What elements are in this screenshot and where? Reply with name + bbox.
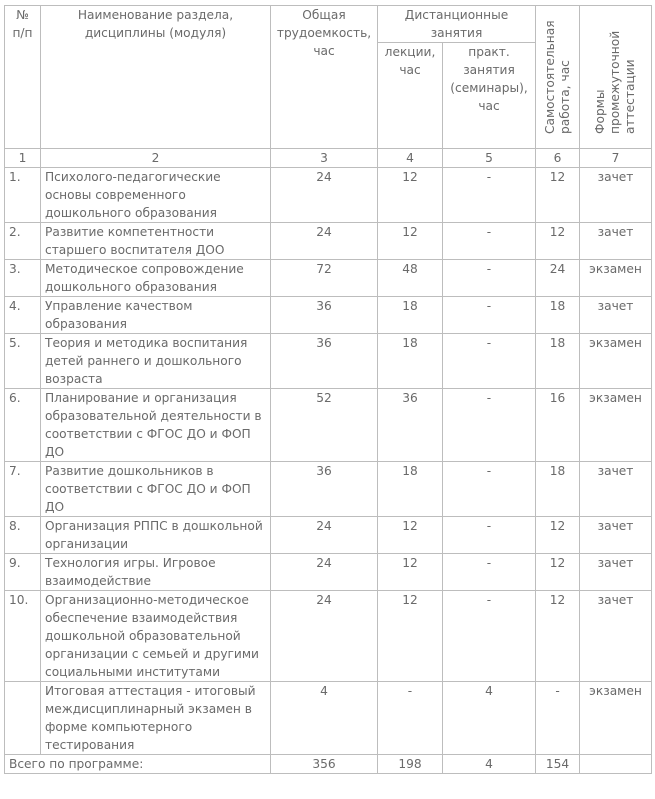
table-row xyxy=(5,260,652,297)
table-row xyxy=(5,462,652,517)
header-name: Наименование раздела, дисциплины (модуля) xyxy=(41,6,271,149)
column-number: 5 xyxy=(443,149,536,168)
row-number: 9. xyxy=(5,554,41,591)
totals-self-work-hours: 154 xyxy=(536,755,580,774)
self-work-hours: 18 xyxy=(536,462,580,517)
practice-hours: - xyxy=(443,334,536,389)
header-attestation xyxy=(580,6,652,149)
practice-hours: 4 xyxy=(443,682,536,755)
row-number: 1. xyxy=(5,168,41,223)
attestation-form: экзамен xyxy=(580,389,652,462)
attestation-form: зачет xyxy=(580,591,652,682)
row-number xyxy=(5,682,41,755)
header-attestation-text: Формы промежуточной аттестации xyxy=(593,30,638,134)
practice-hours: - xyxy=(443,389,536,462)
lecture-hours: 18 xyxy=(378,297,443,334)
total-hours: 52 xyxy=(271,389,378,462)
discipline-name: Организационно-методическое обеспечение взаимодействия дошкольной образовательной организации с семьей и другими социальными институтами xyxy=(41,591,271,682)
table-row xyxy=(5,554,652,591)
total-hours: 36 xyxy=(271,297,378,334)
total-hours: 24 xyxy=(271,591,378,682)
lecture-hours: 12 xyxy=(378,554,443,591)
totals-total-hours: 356 xyxy=(271,755,378,774)
self-work-hours: - xyxy=(536,682,580,755)
discipline-name: Психолого-педагогические основы современного дошкольного образования xyxy=(41,168,271,223)
lecture-hours: 12 xyxy=(378,168,443,223)
totals-attestation-form xyxy=(580,755,652,774)
table-row xyxy=(5,334,652,389)
practice-hours: - xyxy=(443,297,536,334)
discipline-name: Методическое сопровождение дошкольного образования xyxy=(41,260,271,297)
discipline-name: Развитие компетентности старшего воспитателя ДОО xyxy=(41,223,271,260)
discipline-name: Теория и методика воспитания детей раннего и дошкольного возраста xyxy=(41,334,271,389)
lecture-hours: 18 xyxy=(378,462,443,517)
table-row xyxy=(5,297,652,334)
header-num: № п/п xyxy=(5,6,41,149)
column-number: 7 xyxy=(580,149,652,168)
totals-label: Всего по программе: xyxy=(5,755,271,774)
lecture-hours: 48 xyxy=(378,260,443,297)
lecture-hours: 36 xyxy=(378,389,443,462)
row-number: 5. xyxy=(5,334,41,389)
attestation-form: зачет xyxy=(580,223,652,260)
table-row xyxy=(5,591,652,682)
table-row xyxy=(5,389,652,462)
attestation-form: зачет xyxy=(580,168,652,223)
discipline-name: Итоговая аттестация - итоговый междисциплинарный экзамен в форме компьютерного тестирования xyxy=(41,682,271,755)
curriculum-table xyxy=(4,5,652,774)
attestation-form: экзамен xyxy=(580,260,652,297)
discipline-name: Планирование и организация образовательной деятельности в соответствии с ФГОС ДО и ФОП ДО xyxy=(41,389,271,462)
attestation-form: зачет xyxy=(580,462,652,517)
discipline-name: Управление качеством образования xyxy=(41,297,271,334)
header-total-hours: Общая трудоемкость, час xyxy=(271,6,378,149)
row-number: 2. xyxy=(5,223,41,260)
practice-hours: - xyxy=(443,223,536,260)
attestation-form: зачет xyxy=(580,517,652,554)
table-row xyxy=(5,517,652,554)
discipline-name: Развитие дошкольников в соответствии с ФГОС ДО и ФОП ДО xyxy=(41,462,271,517)
row-number: 7. xyxy=(5,462,41,517)
total-hours: 72 xyxy=(271,260,378,297)
attestation-form: экзамен xyxy=(580,682,652,755)
self-work-hours: 12 xyxy=(536,168,580,223)
practice-hours: - xyxy=(443,260,536,297)
row-number: 4. xyxy=(5,297,41,334)
column-number: 2 xyxy=(41,149,271,168)
totals-practice-hours: 4 xyxy=(443,755,536,774)
column-number-row xyxy=(5,149,652,168)
column-number: 3 xyxy=(271,149,378,168)
table-row xyxy=(5,223,652,260)
practice-hours: - xyxy=(443,462,536,517)
column-number: 6 xyxy=(536,149,580,168)
self-work-hours: 18 xyxy=(536,334,580,389)
lecture-hours: 12 xyxy=(378,591,443,682)
practice-hours: - xyxy=(443,591,536,682)
column-number: 1 xyxy=(5,149,41,168)
row-number: 3. xyxy=(5,260,41,297)
header-self-work-text: Самостоятельная работа, час xyxy=(542,20,572,134)
row-number: 8. xyxy=(5,517,41,554)
row-number: 6. xyxy=(5,389,41,462)
total-hours: 4 xyxy=(271,682,378,755)
lecture-hours: 18 xyxy=(378,334,443,389)
totals-row xyxy=(5,755,652,774)
attestation-form: зачет xyxy=(580,554,652,591)
column-number: 4 xyxy=(378,149,443,168)
practice-hours: - xyxy=(443,554,536,591)
self-work-hours: 12 xyxy=(536,554,580,591)
total-hours: 24 xyxy=(271,517,378,554)
header-self-work xyxy=(536,6,580,149)
header-lectures: лекции, час xyxy=(378,43,443,149)
discipline-name: Организация РППС в дошкольной организации xyxy=(41,517,271,554)
attestation-form: экзамен xyxy=(580,334,652,389)
totals-lecture-hours: 198 xyxy=(378,755,443,774)
total-hours: 24 xyxy=(271,223,378,260)
table-row xyxy=(5,168,652,223)
self-work-hours: 16 xyxy=(536,389,580,462)
table-header xyxy=(5,6,652,168)
self-work-hours: 12 xyxy=(536,223,580,260)
practice-hours: - xyxy=(443,517,536,554)
total-hours: 24 xyxy=(271,554,378,591)
header-practice: практ. занятия (семинары), час xyxy=(443,43,536,149)
lecture-hours: 12 xyxy=(378,517,443,554)
self-work-hours: 24 xyxy=(536,260,580,297)
practice-hours: - xyxy=(443,168,536,223)
total-hours: 24 xyxy=(271,168,378,223)
self-work-hours: 12 xyxy=(536,517,580,554)
header-distance-classes: Дистанционные занятия xyxy=(378,6,536,43)
self-work-hours: 12 xyxy=(536,591,580,682)
self-work-hours: 18 xyxy=(536,297,580,334)
lecture-hours: - xyxy=(378,682,443,755)
total-hours: 36 xyxy=(271,334,378,389)
table-row xyxy=(5,682,652,755)
lecture-hours: 12 xyxy=(378,223,443,260)
row-number: 10. xyxy=(5,591,41,682)
table-body xyxy=(5,168,652,774)
discipline-name: Технология игры. Игровое взаимодействие xyxy=(41,554,271,591)
attestation-form: зачет xyxy=(580,297,652,334)
total-hours: 36 xyxy=(271,462,378,517)
